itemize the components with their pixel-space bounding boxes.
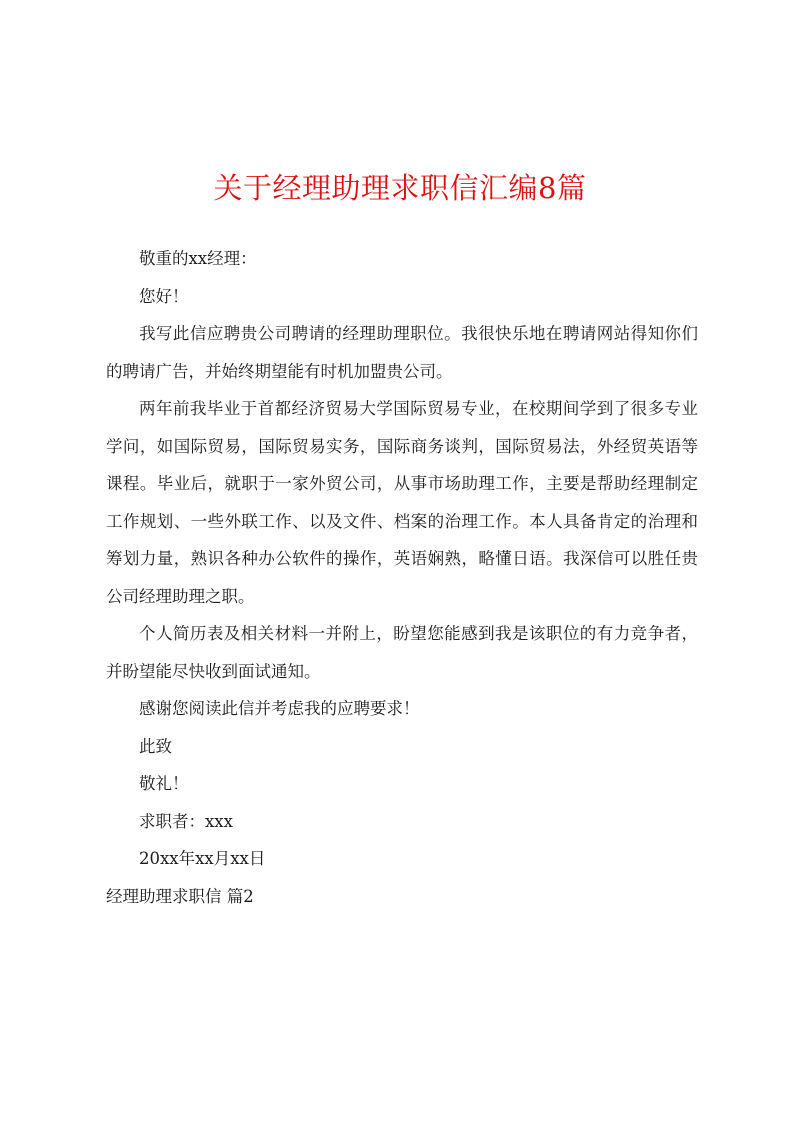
body-paragraph-thanks: 感谢您阅读此信并考虑我的应聘要求！: [139, 699, 420, 718]
closing-line: 此致: [139, 736, 172, 756]
greeting: 您好！: [139, 286, 189, 306]
document-body: [106, 240, 698, 915]
salutation: 敬重的xx经理：: [139, 249, 257, 268]
date-line: 20xx年xx月xx日: [139, 849, 266, 868]
document-title: 关于经理助理求职信汇编8篇: [213, 171, 587, 205]
signature: 求职者：xxx: [139, 811, 233, 831]
body-paragraph-intro: 我写此信应聘贵公司聘请的经理助理职位。我很快乐地在聘请网站得知你们的聘请广告，并始终期望能有时机加盟贵公司。: [106, 324, 698, 381]
body-paragraph-attachment: 个人简历表及相关材料一并附上，盼望您能感到我是该职位的有力竞争者，并盼望能尽快收到面试通知。: [106, 624, 698, 681]
closing-regards: 敬礼！: [139, 774, 189, 793]
body-paragraph-experience: 两年前我毕业于首都经济贸易大学国际贸易专业，在校期间学到了很多专业学问，如国际贸易，国际贸易实务，国际商务谈判，国际贸易法，外经贸英语等课程。毕业后，就职于一家外贸公司，从事市场助理工作，主要是帮助经理制定工作规划、一些外联工作、以及文件、档案的治理工作。本人具备肯定的治理和筹划力量，熟识各种办公软件的操作，英语娴熟，略懂日语。我深信可以胜任贵公司经理助理之职。: [106, 399, 698, 606]
section-heading: 经理助理求职信 篇2: [106, 886, 254, 906]
